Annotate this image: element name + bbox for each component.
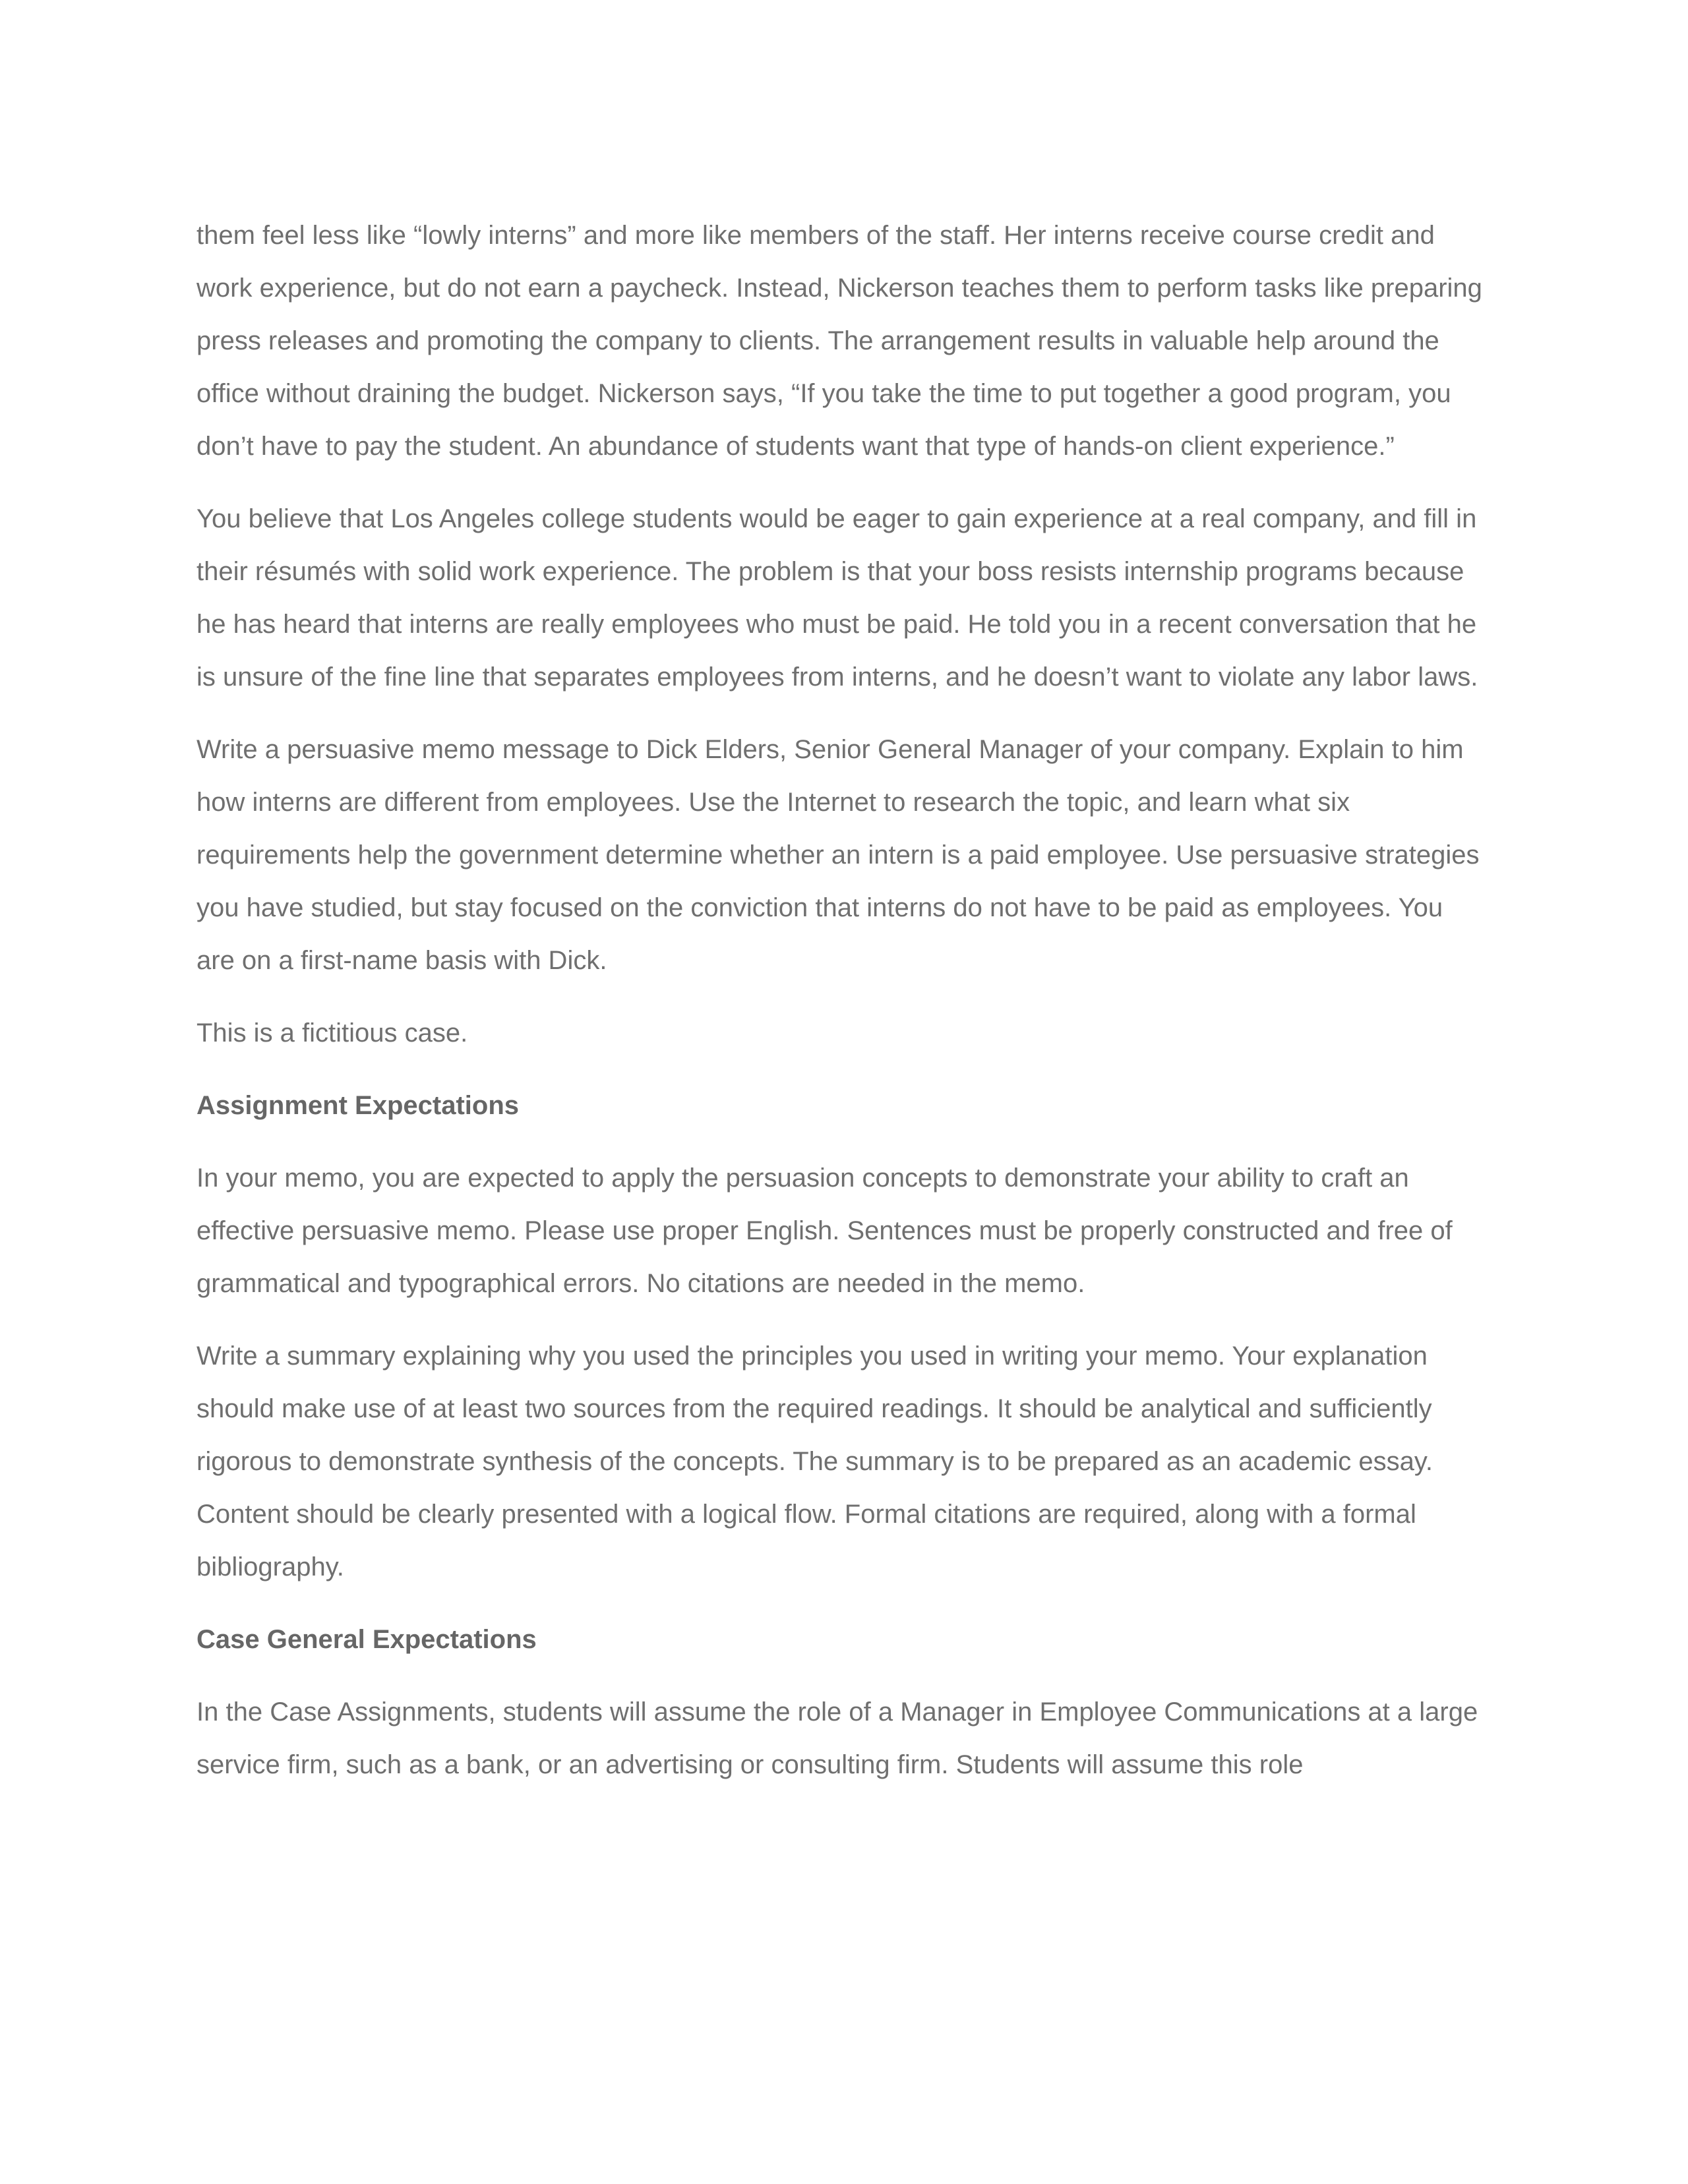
document-body bbox=[196, 209, 1482, 1811]
paragraph-summary-expectations: Write a summary explaining why you used the principles you used in writing your memo. Your explanation should make use of at least two sources from the required readings. It should be analytical and sufficiently rigorous to demonstrate synthesis of the concepts. The summary is to be prepared as an academic essay. Content should be clearly presented with a logical flow. Formal citations are required, along with a formal bibliography. bbox=[196, 1342, 1433, 1581]
paragraph-boss-resistance: You believe that Los Angeles college students would be eager to gain experience at a real company, and fill in their résumés with solid work experience. The problem is that your boss resists internship programs because he has heard that interns are really employees who must be paid. He told you in a recent conversation that he is unsure of the fine line that separates employees from interns, and he doesn’t want to violate any labor laws. bbox=[196, 504, 1478, 692]
paragraph-memo-task: Write a persuasive memo message to Dick Elders, Senior General Manager of your company. Explain to him how interns are different from employees. Use the Internet to research the topic, and learn what six requirements help the government determine whether an intern is a paid employee. Use persuasive strategies you have studied, but stay focused on the conviction that interns do not have to be paid as employees. You are on a first-name basis with Dick. bbox=[196, 735, 1480, 975]
paragraph-internship-program-intro: them feel less like “lowly interns” and more like members of the staff. Her interns receive course credit and work experience, but do not earn a paycheck. Instead, Nickerson teaches them to perform tasks like preparing press releases and promoting the company to clients. The arrangement results in valuable help around the office without draining the budget. Nickerson says, “If you take the time to put together a good program, you don’t have to pay the student. An abundance of students want that type of hands-on client experience.” bbox=[196, 221, 1482, 461]
paragraph-fictitious-note: This is a fictitious case. bbox=[196, 1018, 468, 1048]
paragraph-case-role: In the Case Assignments, students will assume the role of a Manager in Employee Communications at a large service firm, such as a bank, or an advertising or consulting firm. Students will assume this role bbox=[196, 1697, 1478, 1779]
heading-assignment-expectations: Assignment Expectations bbox=[196, 1091, 520, 1120]
paragraph-memo-expectations: In your memo, you are expected to apply the persuasion concepts to demonstrate your ability to craft an effective persuasive memo. Please use proper English. Sentences must be properly constructed and free of grammatical and typographical errors. No citations are needed in the memo. bbox=[196, 1164, 1453, 1298]
heading-case-general-expectations: Case General Expectations bbox=[196, 1625, 537, 1654]
